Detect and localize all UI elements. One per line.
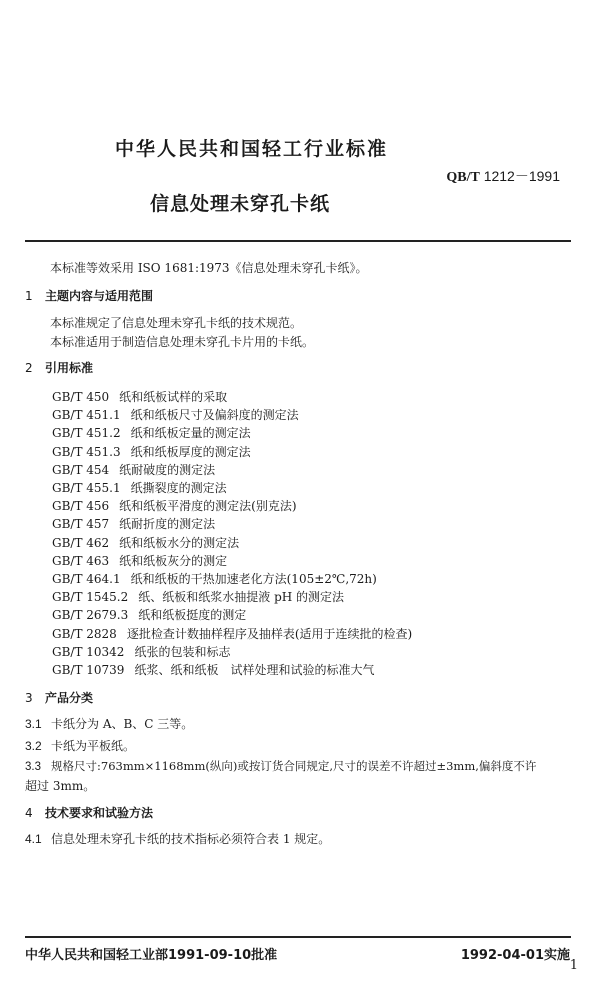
clause-text: 规格尺寸:763mm×1168mm(纵向)或按订货合同规定,尺寸的误差不许超过±3mm,偏斜度不许 [51, 759, 537, 773]
clause-3-3-continued: 超过 3mm。 [25, 779, 96, 793]
reference-code: GB/T 451.2 [52, 426, 121, 441]
clause-number: 4.1 [25, 832, 42, 846]
reference-code: GB/T 464.1 [52, 572, 121, 586]
paragraph: 本标准适用于制造信息处理未穿孔卡片用的卡纸。 [50, 335, 315, 349]
page-number: 1 [569, 958, 578, 973]
reference-code: GB/T 456 [52, 499, 110, 514]
reference-code: GB/T 463 [52, 553, 110, 568]
reference-title: 纸和纸板尺寸及偏斜度的测定法 [130, 408, 299, 423]
reference-item [52, 479, 227, 496]
footer-divider [25, 936, 571, 938]
reference-code: GB/T 10342 [52, 644, 125, 659]
reference-item [52, 406, 299, 423]
reference-item [52, 606, 246, 623]
reference-item [52, 497, 297, 514]
reference-title: 纸、纸板和纸浆水抽提液 pH 的测定法 [138, 590, 345, 605]
reference-code: GB/T 2828 [52, 626, 117, 641]
reference-title: 纸耐折度的测定法 [119, 517, 216, 532]
reference-code: GB/T 454 [52, 462, 110, 477]
reference-item [52, 625, 412, 642]
reference-item [52, 461, 215, 478]
reference-item [52, 643, 230, 660]
standard-code-number: 1212－1991 [483, 168, 560, 184]
reference-code: GB/T 1545.2 [52, 590, 129, 605]
reference-title: 纸浆、纸和纸板 试样处理和试验的标准大气 [134, 663, 375, 677]
section-number: 2 [25, 361, 33, 375]
section-number: 3 [25, 691, 33, 705]
reference-code: GB/T 2679.3 [52, 608, 129, 623]
clause-3-3 [25, 758, 536, 774]
section-4-heading [25, 804, 153, 821]
section-title: 产品分类 [45, 691, 94, 705]
issuing-body-title: 中华人民共和国轻工行业标准 [115, 138, 389, 160]
clause-number: 3.3 [25, 761, 41, 773]
reference-code: GB/T 450 [52, 390, 110, 404]
reference-code: GB/T 451.1 [52, 408, 121, 423]
reference-title: 纸和纸板试样的采取 [119, 390, 228, 404]
reference-title: 纸和纸板定量的测定法 [130, 426, 251, 441]
section-2-heading [25, 359, 93, 376]
clause-text: 卡纸分为 A、B、C 三等。 [51, 717, 194, 731]
reference-title: 纸和纸板厚度的测定法 [130, 444, 251, 459]
standard-code-prefix: QB/T [446, 170, 480, 185]
reference-code: GB/T 10739 [52, 663, 125, 677]
reference-code: GB/T 457 [52, 517, 110, 532]
reference-item [52, 661, 374, 678]
reference-item [52, 388, 227, 405]
section-title: 引用标准 [45, 361, 94, 375]
intro-paragraph: 本标准等效采用 ISO 1681:1973《信息处理未穿孔卡纸》。 [50, 261, 368, 275]
reference-item [52, 588, 344, 605]
clause-number: 3.2 [25, 739, 42, 753]
header-divider [25, 240, 571, 242]
section-3-heading [25, 689, 93, 706]
reference-title: 纸撕裂度的测定法 [130, 481, 227, 495]
reference-item [52, 443, 251, 460]
reference-title: 纸和纸板平滑度的测定法(别克法) [119, 499, 297, 514]
reference-item [52, 534, 239, 551]
document-title: 信息处理未穿孔卡纸 [150, 193, 331, 215]
reference-code: GB/T 455.1 [52, 481, 121, 495]
reference-title: 纸和纸板灰分的测定 [119, 553, 228, 568]
section-number: 1 [25, 289, 33, 303]
clause-number: 3.1 [25, 717, 42, 731]
standard-code [446, 166, 560, 186]
reference-item [52, 570, 377, 587]
approval-line: 中华人民共和国轻工业部1991-09-10批准 [25, 948, 278, 963]
reference-title: 纸和纸板的干热加速老化方法(105±2℃,72h) [130, 572, 377, 586]
paragraph: 本标准规定了信息处理未穿孔卡纸的技术规范。 [50, 316, 303, 330]
section-1-heading [25, 287, 153, 304]
section-title: 主题内容与适用范围 [45, 289, 154, 303]
clause-3-1 [25, 715, 193, 732]
clause-text: 信息处理未穿孔卡纸的技术指标必须符合表 1 规定。 [51, 832, 331, 846]
reference-title: 纸耐破度的测定法 [119, 462, 216, 477]
section-title: 技术要求和试验方法 [45, 806, 154, 820]
reference-item [52, 515, 215, 532]
effective-date: 1992-04-01实施 [460, 948, 570, 963]
section-number: 4 [25, 806, 33, 820]
clause-4-1 [25, 830, 330, 847]
reference-item [52, 552, 227, 569]
clause-text: 卡纸为平板纸。 [51, 739, 136, 753]
reference-title: 纸和纸板水分的测定法 [119, 535, 240, 550]
reference-item [52, 424, 251, 441]
reference-code: GB/T 462 [52, 535, 110, 550]
reference-title: 逐批检查计数抽样程序及抽样表(适用于连续批的检查) [126, 626, 413, 641]
clause-3-2 [25, 737, 135, 754]
reference-code: GB/T 451.3 [52, 444, 121, 459]
reference-title: 纸张的包装和标志 [134, 644, 231, 659]
reference-title: 纸和纸板挺度的测定 [138, 608, 247, 623]
